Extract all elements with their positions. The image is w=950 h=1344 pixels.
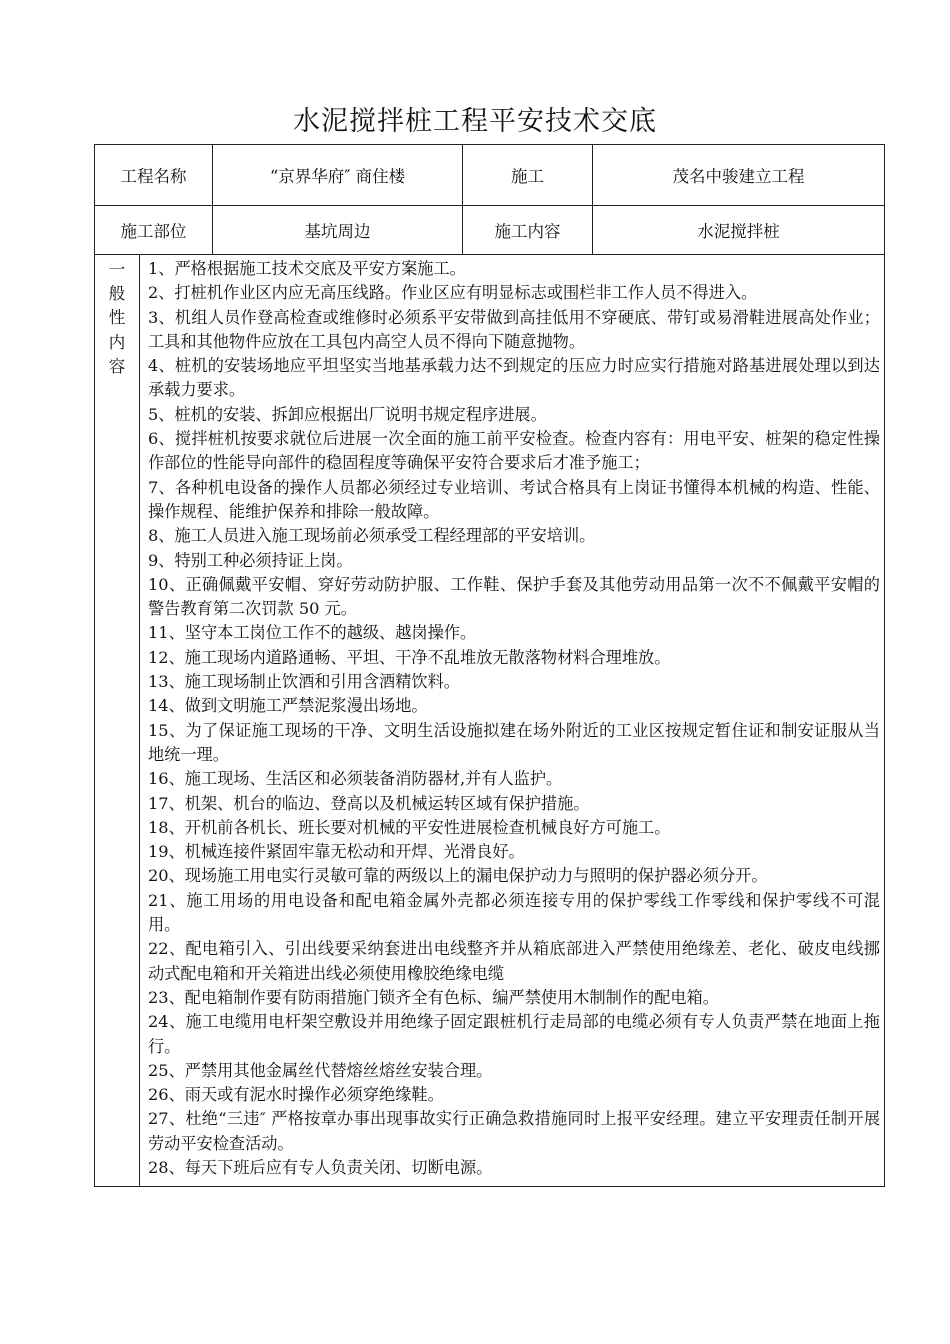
side-char: 般 bbox=[108, 284, 126, 304]
side-char: 容 bbox=[108, 356, 126, 376]
content-inner-table bbox=[95, 255, 884, 1186]
construction-location-value: 基坑周边 bbox=[213, 206, 463, 255]
content-inner-row bbox=[95, 255, 884, 1186]
content-item: 1、严格根据施工技术交底及平安方案施工。 bbox=[148, 259, 466, 278]
content-item: 16、施工现场、生活区和必须装备消防器材,并有人监护。 bbox=[148, 769, 563, 789]
construction-content-label: 施工内容 bbox=[463, 206, 593, 255]
content-item: 10、正确佩戴平安帽、穿好劳动防护服、工作鞋、保护手套及其他劳动用品第一次不不佩戴平安帽的警告教育第二次罚款 50 元。 bbox=[148, 574, 880, 619]
content-item: 18、开机前各机长、班长要对机械的平安性进展检查机械良好方可施工。 bbox=[148, 817, 671, 837]
content-item: 21、施工用场的用电设备和配电箱金属外壳都必须连接专用的保护零线工作零线和保护零线不可混用。 bbox=[148, 890, 880, 935]
project-name-label: 工程名称 bbox=[95, 145, 213, 206]
construction-location-label: 施工部位 bbox=[95, 206, 213, 255]
side-char: 内 bbox=[108, 332, 126, 352]
safety-briefing-table bbox=[94, 144, 885, 1187]
document-title: 水泥搅拌桩工程平安技术交底 bbox=[293, 106, 657, 137]
content-item: 13、施工现场制止饮酒和引用含酒精饮料。 bbox=[148, 672, 460, 692]
content-item: 15、为了保证施工现场的干净、文明生活设施拟建在场外附近的工业区按规定暂住证和制安证服从当地统一理。 bbox=[148, 720, 880, 764]
content-item: 2、打桩机作业区内应无高压线路。作业区应有明显标志或围栏非工作人员不得进入。 bbox=[148, 283, 758, 303]
general-content-label bbox=[95, 255, 140, 1186]
content-item: 26、雨天或有泥水时操作必须穿绝缘鞋。 bbox=[148, 1085, 444, 1105]
content-item: 20、现场施工用电实行灵敏可靠的两级以上的漏电保护动力与照明的保护器必须分开。 bbox=[148, 866, 768, 886]
side-char: 性 bbox=[108, 308, 126, 328]
content-item: 17、机架、机台的临边、登高以及机械运转区域有保护措施。 bbox=[148, 793, 590, 813]
construction-label: 施工 bbox=[463, 145, 593, 206]
content-item: 9、特别工种必须持证上岗。 bbox=[148, 550, 353, 570]
content-item: 11、坚守本工岗位工作不的越级、越岗操作。 bbox=[148, 623, 477, 643]
content-item: 3、机组人员作登高检查或维修时必须系平安带做到高挂低用不穿硬底、带钉或易滑鞋进展高处作业；工具和其他物件应放在工具包内高空人员不得向下随意抛物。 bbox=[148, 307, 880, 351]
content-item: 14、做到文明施工严禁泥浆漫出场地。 bbox=[148, 696, 428, 716]
construction-company-value: 茂名中骏建立工程 bbox=[593, 145, 885, 206]
header-row-location bbox=[95, 206, 885, 255]
content-item: 25、严禁用其他金属丝代替熔丝熔丝安装合理。 bbox=[148, 1060, 493, 1080]
content-item: 8、施工人员进入施工现场前必须承受工程经理部的平安培训。 bbox=[148, 526, 596, 546]
construction-content-value: 水泥搅拌桩 bbox=[593, 206, 885, 255]
project-name-value: “京界华府″ 商住楼 bbox=[213, 145, 463, 206]
content-item: 7、各种机电设备的操作人员都必须经过专业培训、考试合格具有上岗证书懂得本机械的构造、性能、操作规程、能维护保养和排除一般故障。 bbox=[148, 477, 880, 521]
side-char: 一 bbox=[108, 260, 126, 279]
content-item: 23、配电箱制作要有防雨措施门锁齐全有色标、编严禁使用木制制作的配电箱。 bbox=[148, 987, 719, 1007]
content-row bbox=[95, 255, 885, 1187]
content-item: 24、施工电缆用电杆架空敷设并用绝缘子固定跟桩机行走局部的电缆必须有专人负责严禁在地面上拖行。 bbox=[148, 1012, 880, 1056]
header-row-project bbox=[95, 145, 885, 206]
content-item: 28、每天下班后应有专人负责关闭、切断电源。 bbox=[148, 1157, 493, 1177]
content-item: 4、桩机的安装场地应平坦坚实当地基承载力达不到规定的压应力时应实行措施对路基进展处理以到达承载力要求。 bbox=[148, 356, 880, 400]
content-wrapper bbox=[95, 255, 885, 1187]
content-item: 5、桩机的安装、拆卸应根据出厂说明书规定程序进展。 bbox=[148, 404, 547, 424]
content-item: 12、施工现场内道路通畅、平坦、干净不乱堆放无散落物材料合理堆放。 bbox=[148, 647, 671, 667]
content-item: 22、配电箱引入、引出线要采纳套进出电线整齐并从箱底部进入严禁使用绝缘差、老化、破皮电线挪动式配电箱和开关箱进出线必须使用橡胶绝缘电缆 bbox=[148, 939, 880, 983]
content-item: 6、搅拌桩机按要求就位后进展一次全面的施工前平安检查。检查内容有：用电平安、桩架的稳定性操作部位的性能导向部件的稳固程度等确保平安符合要求后才准予施工； bbox=[148, 429, 880, 473]
content-item: 27、杜绝“三违″ 严格按章办事出现事故实行正确急救措施同时上报平安经理。建立平安理责任制开展劳动平安检查活动。 bbox=[148, 1109, 880, 1153]
content-item: 19、机械连接件紧固牢靠无松动和开焊、光滑良好。 bbox=[148, 842, 525, 862]
general-content-body bbox=[140, 255, 885, 1186]
